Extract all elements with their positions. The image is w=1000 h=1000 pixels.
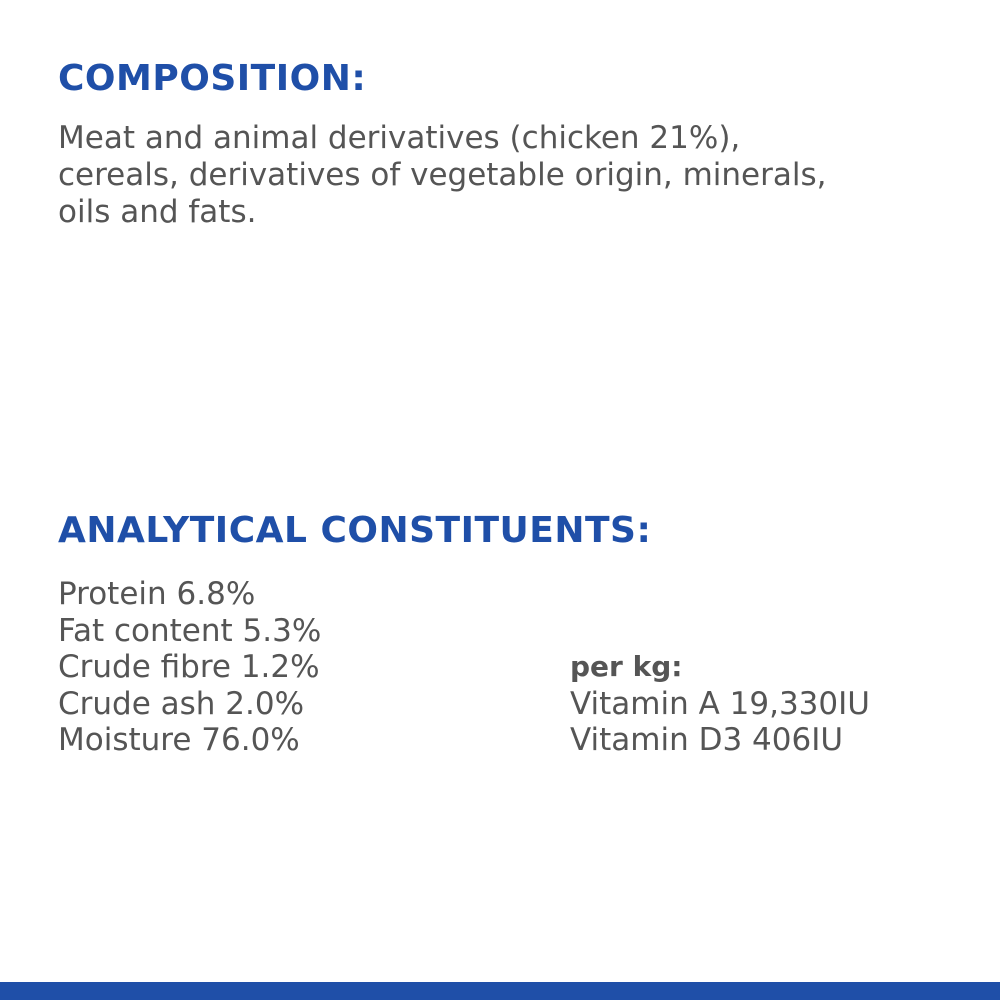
composition-line: Meat and animal derivatives (chicken 21%), — [58, 120, 741, 156]
bottom-brand-bar — [0, 982, 1000, 1000]
constituent-item: Fat content 5.3% — [58, 612, 322, 649]
constituent-item: Protein 6.8% — [58, 576, 256, 612]
constituent-item: Crude ash 2.0% — [58, 685, 305, 722]
composition-line: oils and fats. — [58, 194, 257, 230]
composition-line: cereals, derivatives of vegetable origin, minerals, — [58, 157, 827, 193]
composition-text — [58, 120, 938, 231]
per-kg-label: per kg: — [570, 650, 683, 683]
per-kg-list — [570, 686, 870, 759]
analytical-constituents-heading: ANALYTICAL CONSTITUENTS: — [58, 510, 652, 551]
composition-heading: COMPOSITION: — [58, 58, 367, 99]
analytical-constituents-list — [58, 576, 321, 759]
per-kg-section — [570, 649, 870, 759]
constituent-item: Crude fibre 1.2% — [58, 649, 320, 685]
vitamin-item: Vitamin D3 406IU — [570, 722, 844, 758]
constituent-item: Moisture 76.0% — [58, 722, 300, 758]
vitamin-item: Vitamin A 19,330IU — [570, 685, 870, 722]
